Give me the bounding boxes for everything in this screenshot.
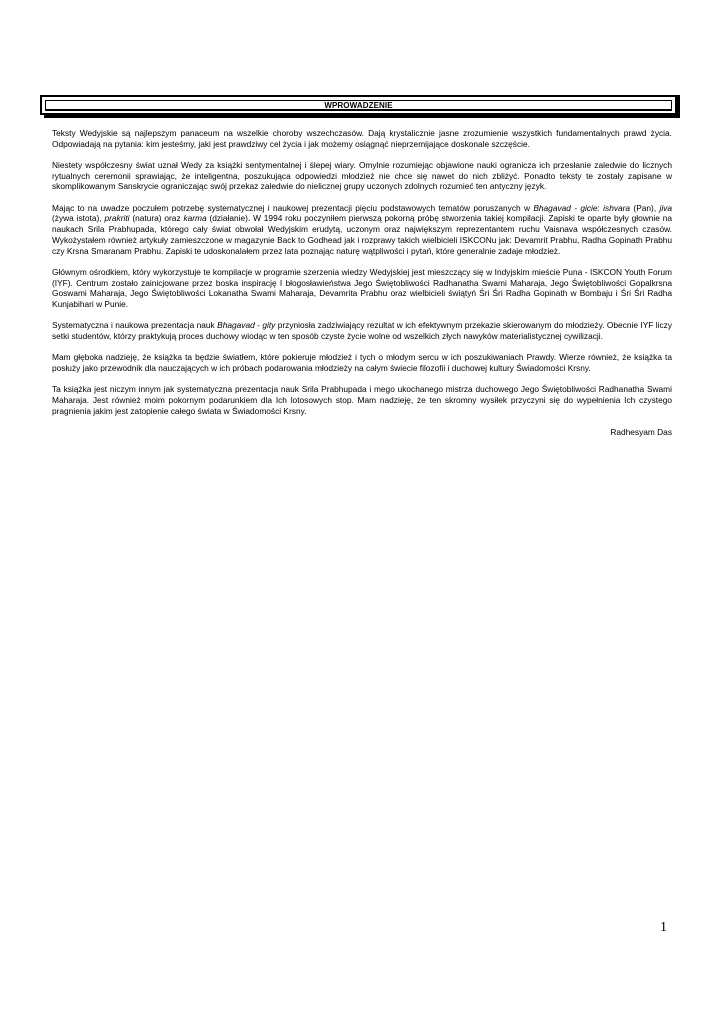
paragraph-5-text: przyniosła zadziwiający rezultat w ich efektywnym przekazie skierowanym do młodzieży. Obecnie IYF liczy setki studentów, którzy praktykują proces duchowy wiodąc w ten sposób czyste życie wolne od wszelkich złych nawyków materialistycznej cywilizacji. [52,320,672,341]
paragraph-3-text: Mając to na uwadze poczułem potrzebę systematycznej i naukowej prezentacji pięciu podstawowych tematów poruszanych w [52,202,534,213]
page-title: WPROWADZENIE [45,100,672,111]
paragraph-1: Teksty Wedyjskie są najlepszym panaceum na wszelkie choroby wszechczasów. Dają krystalicznie jasne zrozumienie wszystkich fundamentalnych prawd życia. Odpowiadają na pytania: kim jesteśmy, jaki jest prawdziwy cel życia i jak możemy osiągnąć nieprzemijające doskonale szczęście. [52,128,672,149]
page-number: 1 [660,920,667,935]
term-prakriti: prakriti [104,213,130,224]
paragraph-3-text: (natura) oraz [129,213,184,224]
paragraph-3 [52,203,672,257]
paragraph-5-text: Systematyczna i naukowa prezentacja nauk [52,320,218,331]
body-text [52,128,672,448]
term-bhagavad-gity: Bhagavad - gity [217,320,276,331]
paragraph-5 [52,320,672,341]
title-box-shadow-bottom [44,115,680,118]
term-ishvara: ishvara [603,202,631,213]
paragraph-7: Ta książka jest niczym innym jak systematyczna prezentacja nauk Srila Prabhupada i mego ukochanego mistrza duchowego Jego Świętobliwości Radhanatha Swami Maharaja. Jest również moim pokornym podarunkiem dla Ich lotosowych stop. Mam nadzieję, że ten skromny wysiłek przyczyni się do wypełnienia Ich czystego pragnienia jakim jest zatopienie całego świata w Świadomości Krsny. [52,384,672,416]
paragraph-6: Mam głęboka nadzieję, że książka ta będzie światłem, które pokieruje młodzież i tych o młodym sercu w ich poszukiwaniach Prawdy. Wierze również, że książka ta posłuży jako przewodnik dla nauczających w ich próbach podarowania młodzieży na całym świecie filozofii i duchowej kultury Świadomości Krsny. [52,352,672,373]
term-jiva: jiva [659,202,672,213]
term-bhagavad-gicie: Bhagavad - gicie [533,202,598,213]
paragraph-3-text: (Pan), [630,202,660,213]
paragraph-3-text: (działanie). W 1994 roku poczyniłem pierwszą pokorną próbę stworzenia takiej kompilacji. Zapiski te oparte były głownie na naukach Srila Prabhupada, którego cały świat obwołał Wedyjskim erudytą, uczonym oraz największym reprezentantem ruchu Vaisnava współczesnych czasów. Wykożystałem również artykuły zamieszczone w magazynie Back to Godhead jak i rozprawy takich wielbicieli ISKCONu jak: Devamrit Prabhu, Radha Gopinath Prabhu czy Krsna Smaranam Prabhu. Zapiski te udoskonalałem przez lata poznając naturę wątpliwości i pytań, które generalnie zadaje młodzież. [52,213,673,256]
paragraph-4: Głównym ośrodkiem, który wykorzystuje te kompilacje w programie szerzenia wiedzy Wedyjskiej jest mieszczący się w Indyjskim mieście Puna - ISKCON Youth Forum (IYF). Centrum zostało zainicjowane przez boska inspirację I błogosławieństwa Jego Świętobliwości Radhanatha Swami Maharaja, Jego Świętobliwości Gopalkrsna Goswami Maharaja, Jego Świętobliwości Lokanatha Swami Maharaja, Devamrita Prabhu oraz wielbicieli świątyń Śri Śri Radha Gopinath w Bombaju i Śri Śri Radha Kunjabihari w Punie. [52,266,672,309]
paragraph-3-text: : [597,202,604,213]
paragraph-2: Niestety współczesny świat uznał Wedy za książki sentymentalnej i ślepej wiary. Omylnie rozumiejąc objawione nauki ogranicza ich przesłanie zaledwie do licznych rytualnych ceremonii sprawiając, że inteligentna, poszukująca odpowiedzi młodzież nie chce się nawet do nich zbliżyć. Ponadto teksty te zostały zapisane w skomplikowanym Sanskrycie ograniczając swój przekaz zaledwie do nielicznej grupy uczonych zdolnych rozumieć ten antyczny język. [52,160,672,192]
title-box [40,95,677,115]
author-signature: Radhesyam Das [610,426,672,437]
paragraph-3-text: (żywa istota), [52,213,105,224]
term-karma: karma [183,213,207,224]
